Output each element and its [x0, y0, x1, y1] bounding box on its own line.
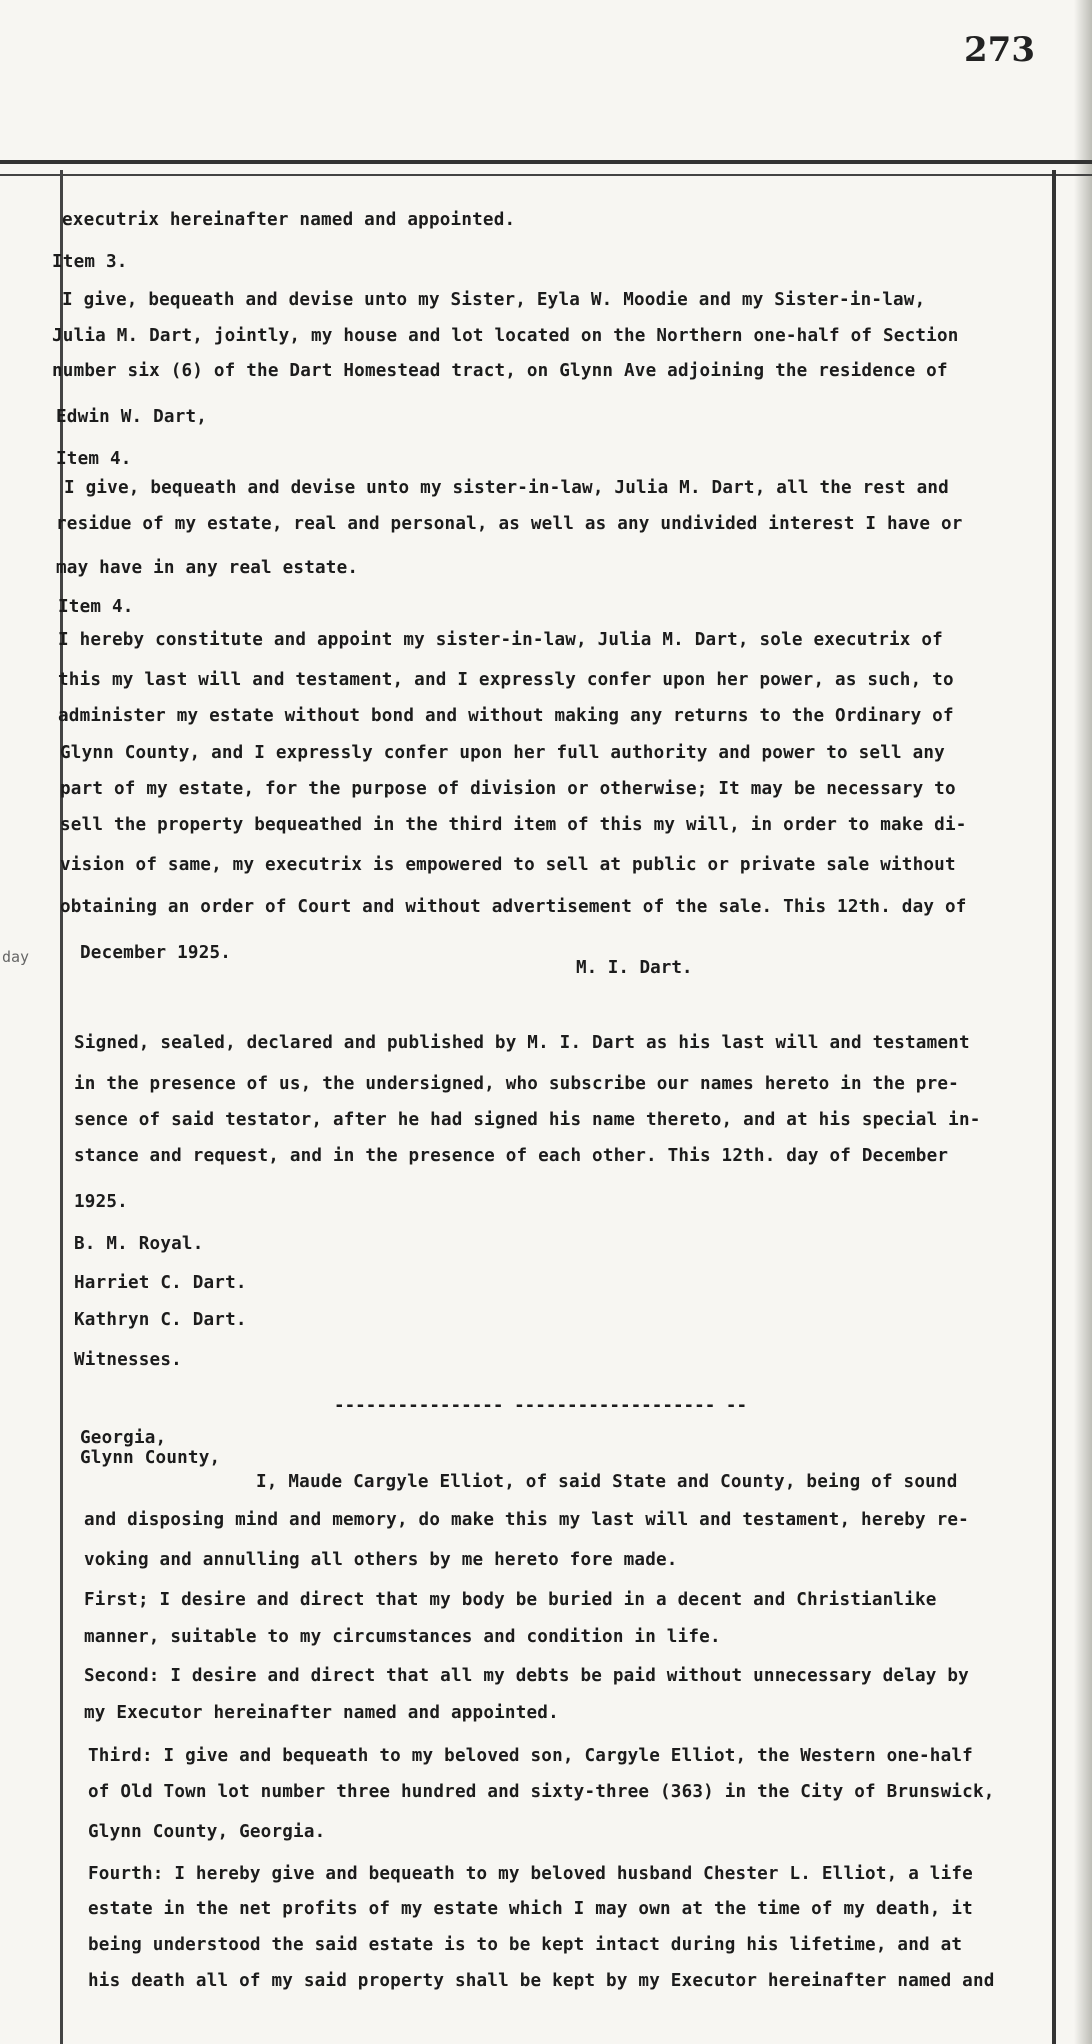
witness-name: B. M. Royal.: [74, 1234, 204, 1254]
will2-line: being understood the said estate is to be kept intact during his lifetime, and at: [88, 1935, 963, 1955]
will2-line: I, Maude Cargyle Elliot, of said State and County, being of sound: [256, 1472, 958, 1492]
will2-line: voking and annulling all others by me hereto fore made.: [84, 1550, 678, 1570]
will1-line: December 1925.: [80, 943, 232, 963]
witness-name: Kathryn C. Dart.: [74, 1310, 247, 1330]
will1-line: vision of same, my executrix is empowered to sell at public or private sale without: [60, 855, 956, 875]
will1-line: executrix hereinafter named and appointed.: [62, 210, 516, 230]
will1-line: residue of my estate, real and personal, as well as any undivided interest I have or: [56, 514, 963, 534]
will1-line: number six (6) of the Dart Homestead tract, on Glynn Ave adjoining the residence of: [52, 361, 948, 381]
witness-name: Harriet C. Dart.: [74, 1273, 247, 1293]
will2-line: of Old Town lot number three hundred and sixty-three (363) in the City of Brunswick,: [88, 1782, 995, 1802]
will1-line: Edwin W. Dart,: [56, 407, 208, 427]
will1-line: part of my estate, for the purpose of division or otherwise; It may be necessary to: [60, 779, 956, 799]
venue-county: Glynn County,: [80, 1448, 221, 1468]
will2-line: First; I desire and direct that my body be buried in a decent and Christianlike: [84, 1590, 937, 1610]
will1-line: obtaining an order of Court and without advertisement of the sale. This 12th. day of: [60, 897, 967, 917]
will1-line: Item 4.: [56, 449, 132, 469]
will2-line: Second: I desire and direct that all my debts be paid without unnecessary delay by: [84, 1666, 969, 1686]
witnesses-label: Witnesses.: [74, 1350, 182, 1370]
will2-line: estate in the net profits of my estate which I may own at the time of my death, it: [88, 1899, 973, 1919]
will2-line: Glynn County, Georgia.: [88, 1822, 326, 1842]
will1-line: Item 3.: [52, 252, 128, 272]
will2-line: Third: I give and bequeath to my beloved son, Cargyle Elliot, the Western one-half: [88, 1746, 973, 1766]
attestation-line: in the presence of us, the undersigned, who subscribe our names hereto in the pre-: [74, 1074, 959, 1094]
attestation-line: sence of said testator, after he had signed his name thereto, and at his special in-: [74, 1110, 981, 1130]
will1-line: administer my estate without bond and without making any returns to the Ordinary of: [58, 706, 954, 726]
section-separator: ---------------- ------------------- --: [334, 1396, 748, 1416]
venue-state: Georgia,: [80, 1428, 167, 1448]
will2-line: my Executor hereinafter named and appointed.: [84, 1703, 559, 1723]
attestation-line: Signed, sealed, declared and published by M. I. Dart as his last will and testament: [74, 1033, 970, 1053]
will1-line: Glynn County, and I expressly confer upon her full authority and power to sell any: [60, 743, 945, 763]
will1-line: may have in any real estate.: [56, 558, 359, 578]
will1-line: I hereby constitute and appoint my sister-in-law, Julia M. Dart, sole executrix of: [58, 630, 943, 650]
attestation-line: 1925.: [74, 1192, 128, 1212]
page-number: 273: [964, 30, 1035, 70]
will1-line: Item 4.: [58, 597, 134, 617]
right-margin-rule: [1052, 170, 1056, 2044]
page-edge-shadow: [1074, 0, 1092, 2044]
will2-line: and disposing mind and memory, do make this my last will and testament, hereby re-: [84, 1510, 969, 1530]
will2-line: manner, suitable to my circumstances and condition in life.: [84, 1627, 721, 1647]
attestation-line: stance and request, and in the presence of each other. This 12th. day of December: [74, 1146, 949, 1166]
header-rule: [0, 160, 1092, 176]
will1-line: I give, bequeath and devise unto my Sister, Eyla W. Moodie and my Sister-in-law,: [62, 290, 926, 310]
will2-line: Fourth: I hereby give and bequeath to my beloved husband Chester L. Elliot, a life: [88, 1864, 973, 1884]
will1-line: this my last will and testament, and I expressly confer upon her power, as such, to: [58, 670, 954, 690]
will2-line: his death all of my said property shall be kept by my Executor hereinafter named and: [88, 1971, 995, 1991]
margin-note: day: [2, 948, 30, 966]
will1-line: sell the property bequeathed in the third item of this my will, in order to make di-: [60, 815, 967, 835]
will1-line: I give, bequeath and devise unto my sister-in-law, Julia M. Dart, all the rest and: [64, 478, 949, 498]
will1-line: Julia M. Dart, jointly, my house and lot located on the Northern one-half of Section: [52, 326, 959, 346]
testator-signature: M. I. Dart.: [576, 958, 693, 978]
